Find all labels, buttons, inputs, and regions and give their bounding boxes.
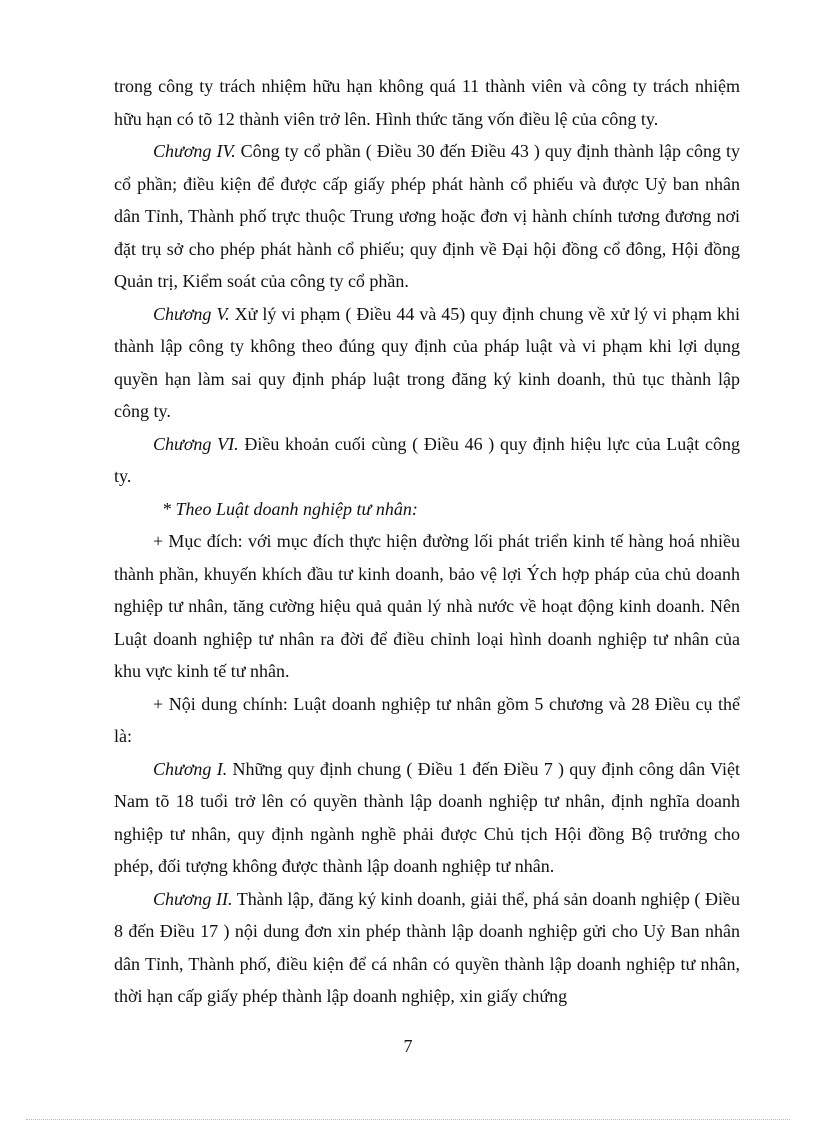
paragraph-chapter-vi <box>114 428 740 493</box>
chapter-label: Chương V. <box>153 303 230 324</box>
paragraph-purpose: + Mục đích: với mục đích thực hiện đường lối phát triển kinh tế hàng hoá nhiều thành phần, khuyến khích đầu tư kinh doanh, bảo vệ lợi Ých hợp pháp của chủ doanh nghiệp tư nhân, tăng cường hiệu quả quản lý nhà nước về hoạt động kinh doanh. Nên Luật doanh nghiệp tư nhân ra đời để điều chỉnh loại hình doanh nghiệp tư nhân của khu vực kinh tế tư nhân. <box>114 531 740 681</box>
chapter-text: Điều khoản cuối cùng ( Điều 46 ) quy định hiệu lực của Luật công ty. <box>114 433 740 486</box>
paragraph-main-content: + Nội dung chính: Luật doanh nghiệp tư nhân gồm 5 chương và 28 Điều cụ thể là: <box>114 693 740 746</box>
chapter-text: Thành lập, đăng ký kinh doanh, giải thể, phá sản doanh nghiệp ( Điều 8 đến Điều 17 ) nội dung đơn xin phép thành lập doanh nghiệp gửi cho Uỷ Ban nhân dân Tỉnh, Thành phố, điều kiện để cá nhân có quyền thành lập doanh nghiệp tư nhân, thời hạn cấp giấy phép thành lập doanh nghiệp, xin giấy chứng <box>114 888 741 1006</box>
page-bottom-divider <box>26 1119 790 1120</box>
chapter-label: Chương VI. <box>153 433 239 454</box>
page-number: 7 <box>403 1036 413 1056</box>
chapter-label: Chương II. <box>153 888 233 909</box>
chapter-text: Công ty cổ phần ( Điều 30 đến Điều 43 ) quy định thành lập công ty cổ phần; điều kiện để được cấp giấy phép phát hành cổ phiếu và được Uỷ ban nhân dân Tỉnh, Thành phố trực thuộc Trung ương hoặc đơn vị hành chính tương đương nơi đặt trụ sở cho phép phát hành cổ phiếu; quy định về Đại hội đồng cổ đông, Hội đồng Quản trị, Kiểm soát của công ty cổ phần. <box>114 141 740 291</box>
subheading-private-enterprise-law: * Theo Luật doanh nghiệp tư nhân: <box>162 498 418 519</box>
paragraph-chapter-i <box>114 753 740 883</box>
chapter-text: Xử lý vi phạm ( Điều 44 và 45) quy định chung về xử lý vi phạm khi thành lập công ty không theo đúng quy định của pháp luật và vi phạm khi lợi dụng quyền hạn làm sai quy định pháp luật trong đăng ký kinh doanh, thủ tục thành lập công ty. <box>114 303 740 421</box>
chapter-label: Chương IV. <box>153 141 236 161</box>
paragraph-chapter-ii <box>114 883 740 1013</box>
chapter-label: Chương I. <box>153 758 228 779</box>
body-text <box>114 70 740 1013</box>
paragraph-chapter-iv <box>114 135 740 298</box>
paragraph-continuation: trong công ty trách nhiệm hữu hạn không quá 11 thành viên và công ty trách nhiệm hữu hạn có tõ 12 thành viên trở lên. Hình thức tăng vốn điều lệ của công ty. <box>114 76 740 129</box>
chapter-text: Những quy định chung ( Điều 1 đến Điều 7 ) quy định công dân Việt Nam tõ 18 tuổi trở lên có quyền thành lập doanh nghiệp tư nhân, định nghĩa doanh nghiệp tư nhân, quy định ngành nghề phải được Chủ tịch Hội đồng Bộ trưởng cho phép, đối tượng không được thành lập doanh nghiệp tư nhân. <box>114 758 740 876</box>
paragraph-chapter-v <box>114 298 740 428</box>
